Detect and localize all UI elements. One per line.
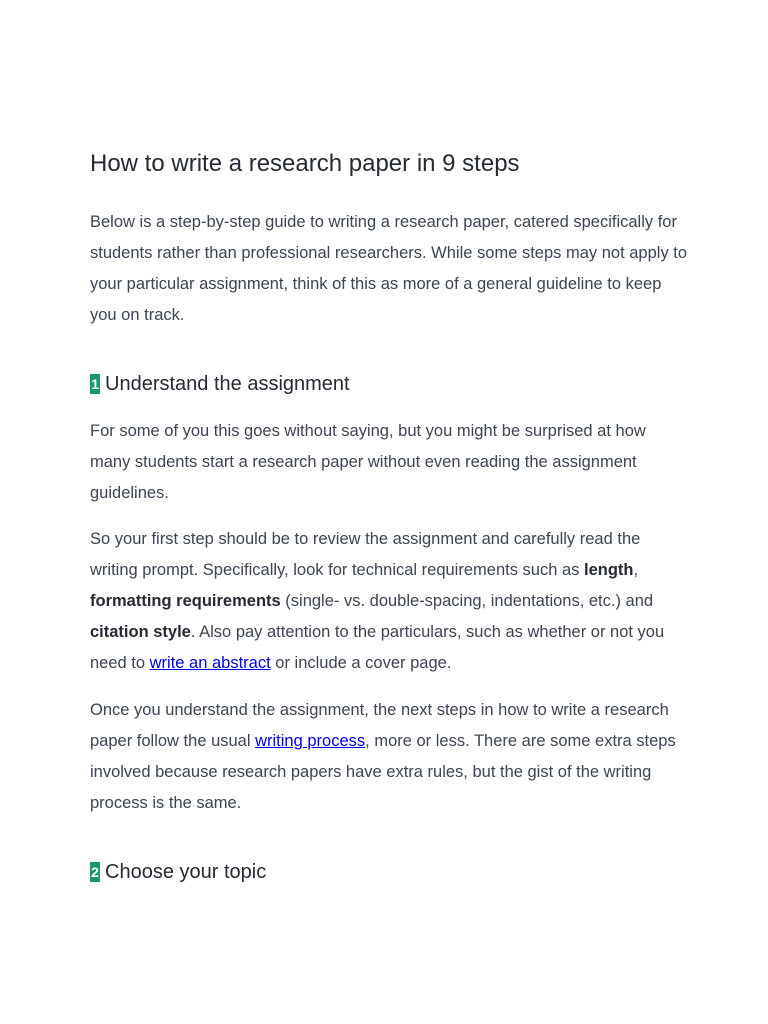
step-2-title: Choose your topic bbox=[105, 861, 267, 883]
bold-length: length bbox=[584, 561, 634, 579]
intro-paragraph: Below is a step-by-step guide to writing a research paper, catered specifically for students rather than professional researchers. While some steps may not apply to your particular assignment, think of this as more of a general guideline to keep you on track. bbox=[90, 213, 688, 324]
text-span: or include a cover page. bbox=[270, 654, 452, 672]
text-span: , more or less. There are some extra steps involved because research papers have extra rules, but the gist of the writing process is the same. bbox=[90, 732, 676, 812]
text-span: So your first step should be to review the assignment and carefully read the writing prompt. Specifically, look for technical requirements such as bbox=[90, 530, 641, 579]
step-1-paragraph-3 bbox=[90, 695, 690, 819]
text-span: , bbox=[633, 561, 639, 579]
step-1-heading bbox=[90, 370, 350, 398]
bold-formatting-requirements: formatting requirements bbox=[90, 592, 281, 610]
text-span: Once you understand the assignment, the next steps in how to write a research paper follow the usual bbox=[90, 701, 669, 750]
step-1-paragraph-2 bbox=[90, 524, 680, 679]
step-number-badge: 1 bbox=[91, 376, 99, 392]
write-an-abstract-link[interactable]: write an abstract bbox=[149, 654, 271, 672]
text-span: . Also pay attention to the particulars, such as whether or not you need to bbox=[90, 623, 665, 672]
step-1-title: Understand the assignment bbox=[105, 373, 350, 395]
writing-process-link[interactable]: writing process bbox=[255, 732, 366, 750]
step-1-paragraph-1: For some of you this goes without saying, but you might be surprised at how many students start a research paper without even reading the assignment guidelines. bbox=[90, 422, 646, 502]
step-number-badge: 2 bbox=[91, 864, 99, 880]
bold-citation-style: citation style bbox=[90, 623, 191, 641]
text-span: (single- vs. double-spacing, indentations, etc.) and bbox=[280, 592, 654, 610]
page-title: How to write a research paper in 9 steps bbox=[90, 150, 520, 177]
step-2-heading bbox=[90, 858, 266, 886]
